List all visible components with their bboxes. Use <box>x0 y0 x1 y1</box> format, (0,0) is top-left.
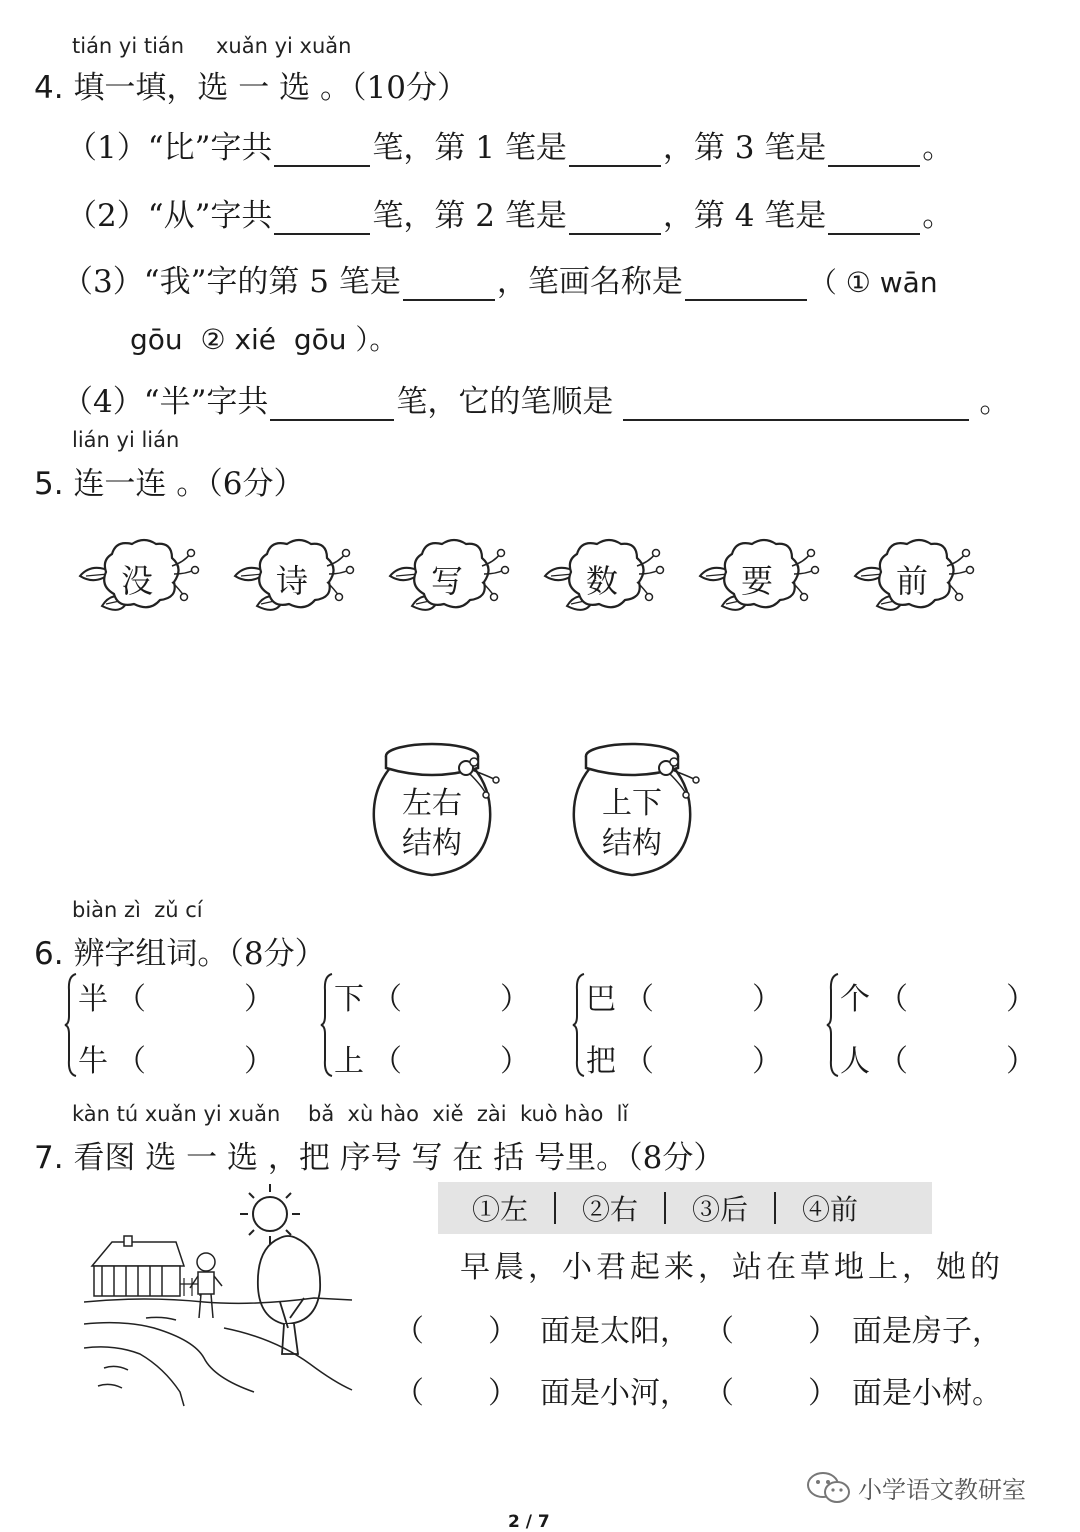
q4-item-3 <box>62 256 938 301</box>
q4-title <box>34 62 468 107</box>
scene-illustration <box>84 1178 354 1412</box>
q7-blank-4[interactable]: （ ） <box>704 1376 838 1411</box>
flower-character: 数 <box>585 562 618 600</box>
q4-item-3-blank-stroke[interactable] <box>403 269 495 301</box>
flower-character: 前 <box>895 562 928 600</box>
watermark-text: 小学语文教研室 <box>858 1476 1026 1504</box>
flower-character: 要 <box>740 562 773 600</box>
q7-blank-1-text: 面是太阳， <box>540 1314 690 1349</box>
jar-left-right-line1: 左右 <box>402 786 462 821</box>
q4-item-4-lead: （4）“半”字共 <box>62 384 269 420</box>
q4-item-2 <box>66 190 953 235</box>
brace-icon <box>572 970 586 1080</box>
pair-character: 上 <box>334 1044 364 1079</box>
q4-item-1-blank-count[interactable] <box>274 135 370 167</box>
q7-blank-3[interactable]: （ ） <box>394 1376 518 1411</box>
word-pair <box>320 970 530 1080</box>
flower-card[interactable] <box>847 536 977 626</box>
q4-title-text: 填一填，选 一 选 。（10分） <box>73 70 468 106</box>
q7-blank-3-text: 面是小河， <box>540 1376 690 1411</box>
q4-item-1-end: 。 <box>922 130 954 166</box>
option-back[interactable]: ③后 <box>692 1193 749 1226</box>
q4-item-4-mid: 笔，它的笔顺是 <box>396 384 614 420</box>
close-paren: ） <box>752 1044 782 1079</box>
q7-title <box>34 1132 724 1177</box>
pair-character: 半 <box>78 982 108 1017</box>
q4-number: 4. <box>34 70 64 106</box>
q7-number: 7. <box>34 1140 64 1176</box>
q4-item-2-blank-stroke2[interactable] <box>569 203 661 235</box>
flower-card[interactable] <box>537 536 667 626</box>
close-paren: ） <box>1006 1044 1036 1079</box>
word-pair-top[interactable] <box>840 974 1036 1018</box>
q4-item-2-lead: （2）“从”字共 <box>66 198 273 234</box>
q5-pinyin: lián yi lián <box>72 428 180 452</box>
q6-number: 6. <box>34 936 64 972</box>
open-paren: （ <box>372 982 402 1017</box>
pair-character: 下 <box>334 982 364 1017</box>
q4-item-1-mid1: 笔，第 1 笔是 <box>372 130 567 166</box>
q4-pinyin-choose: xuǎn yi xuǎn <box>216 34 352 58</box>
q6-title-text: 辨字组词。（8分） <box>73 936 326 972</box>
close-paren: ） <box>244 982 274 1017</box>
flower-card[interactable] <box>72 536 202 626</box>
word-pair-bottom[interactable] <box>78 1036 274 1080</box>
q6-pinyin: biàn zì zǔ cí <box>72 898 203 922</box>
open-paren: （ <box>878 982 908 1017</box>
option-left[interactable]: ①左 <box>472 1193 529 1226</box>
close-paren: ） <box>500 1044 530 1079</box>
word-pair <box>572 970 782 1080</box>
q4-item-4-end: 。 <box>979 384 1011 420</box>
q4-item-2-mid1: 笔，第 2 笔是 <box>372 198 567 234</box>
flower-character: 诗 <box>275 562 308 600</box>
house-icon <box>92 1236 184 1296</box>
flower-card[interactable] <box>382 536 512 626</box>
q7-pinyin-write: bǎ xù hào xiě zài kuò hào lǐ <box>308 1102 629 1126</box>
open-paren: （ <box>116 982 146 1017</box>
jar-top-bottom-line1: 上下 <box>602 786 662 821</box>
page-number: 2 / 7 <box>508 1512 550 1532</box>
open-paren: （ <box>624 1044 654 1079</box>
pair-character: 人 <box>840 1044 870 1079</box>
q7-pinyin-look: kàn tú xuǎn yi xuǎn <box>72 1102 281 1126</box>
jar-top-bottom-line2: 结构 <box>602 826 662 861</box>
word-pair-top[interactable] <box>334 974 530 1018</box>
watermark <box>806 1470 1026 1505</box>
flower-character: 写 <box>430 562 463 600</box>
open-paren: （ <box>624 982 654 1017</box>
brace-icon <box>320 970 334 1080</box>
flower-card[interactable] <box>227 536 357 626</box>
q4-item-2-end: 。 <box>922 198 954 234</box>
q7-blank-4-text: 面是小树。 <box>852 1376 1002 1411</box>
q7-title-text: 看图 选 一 选 ，把 序号 写 在 括 号里。（8分） <box>73 1140 725 1176</box>
option-front[interactable]: ④前 <box>802 1193 859 1226</box>
brace-icon <box>64 970 78 1080</box>
word-pair <box>64 970 274 1080</box>
q4-item-1-blank-stroke1[interactable] <box>569 135 661 167</box>
flower-character: 没 <box>120 562 153 600</box>
q4-item-3-blank-name[interactable] <box>685 269 807 301</box>
q5-title-text: 连一连 。（6分） <box>73 466 305 502</box>
flower-card[interactable] <box>692 536 822 626</box>
q5-title <box>34 458 305 503</box>
close-paren: ） <box>1006 982 1036 1017</box>
q6-title <box>34 928 326 973</box>
open-paren: （ <box>116 1044 146 1079</box>
q4-item-1-lead: （1）“比”字共 <box>66 130 273 166</box>
q4-item-4 <box>62 376 1010 421</box>
q7-blank-1[interactable]: （ ） <box>394 1314 518 1349</box>
brace-icon <box>826 970 840 1080</box>
close-paren: ） <box>500 982 530 1017</box>
q4-item-3-mid: ，笔画名称是 <box>496 264 683 300</box>
girl-icon <box>190 1253 222 1318</box>
word-pair-top[interactable] <box>78 974 274 1018</box>
q4-item-2-blank-stroke4[interactable] <box>828 203 920 235</box>
q7-sentence: 早晨，小君起来，站在草地上，她的 <box>460 1250 1004 1285</box>
open-paren: （ <box>878 1044 908 1079</box>
word-pair-bottom[interactable] <box>586 1036 782 1080</box>
word-pair-bottom[interactable] <box>840 1036 1036 1080</box>
jar-left-right[interactable] <box>362 720 502 880</box>
option-right[interactable]: ②右 <box>582 1193 639 1226</box>
q7-blank-2-text: 面是房子， <box>852 1314 1002 1349</box>
q4-item-4-blank-count[interactable] <box>270 389 394 421</box>
wechat-icon <box>806 1471 852 1505</box>
word-pair-top[interactable] <box>586 974 782 1018</box>
pair-character: 巴 <box>586 982 616 1017</box>
close-paren: ） <box>752 982 782 1017</box>
q4-item-4-blank-order[interactable] <box>623 389 969 421</box>
open-paren: （ <box>372 1044 402 1079</box>
word-pair <box>826 970 1036 1080</box>
pair-character: 把 <box>586 1044 616 1079</box>
q4-item-3-lead: （3）“我”字的第 5 笔是 <box>62 264 401 300</box>
q4-item-3-options: gōu ② xié gōu ）。 <box>130 323 398 356</box>
word-pair-bottom[interactable] <box>334 1036 530 1080</box>
jar-left-right-line2: 结构 <box>402 826 462 861</box>
q4-item-3-tail: （ ① wān <box>808 266 938 299</box>
q4-item-1 <box>66 122 953 167</box>
jar-top-bottom[interactable] <box>562 720 702 880</box>
pair-character: 牛 <box>78 1044 108 1079</box>
close-paren: ） <box>244 1044 274 1079</box>
q7-blank-2[interactable]: （ ） <box>704 1314 838 1349</box>
q4-item-2-mid2: ，第 4 笔是 <box>662 198 827 234</box>
q4-item-2-blank-count[interactable] <box>274 203 370 235</box>
sun-icon <box>240 1184 300 1244</box>
pair-character: 个 <box>840 982 870 1017</box>
q5-number: 5. <box>34 466 64 502</box>
q4-pinyin-fill: tián yi tián <box>72 34 185 58</box>
direction-options <box>438 1182 932 1234</box>
tree-icon <box>258 1236 320 1354</box>
q4-item-1-mid2: ，第 3 笔是 <box>662 130 827 166</box>
q4-item-1-blank-stroke3[interactable] <box>828 135 920 167</box>
